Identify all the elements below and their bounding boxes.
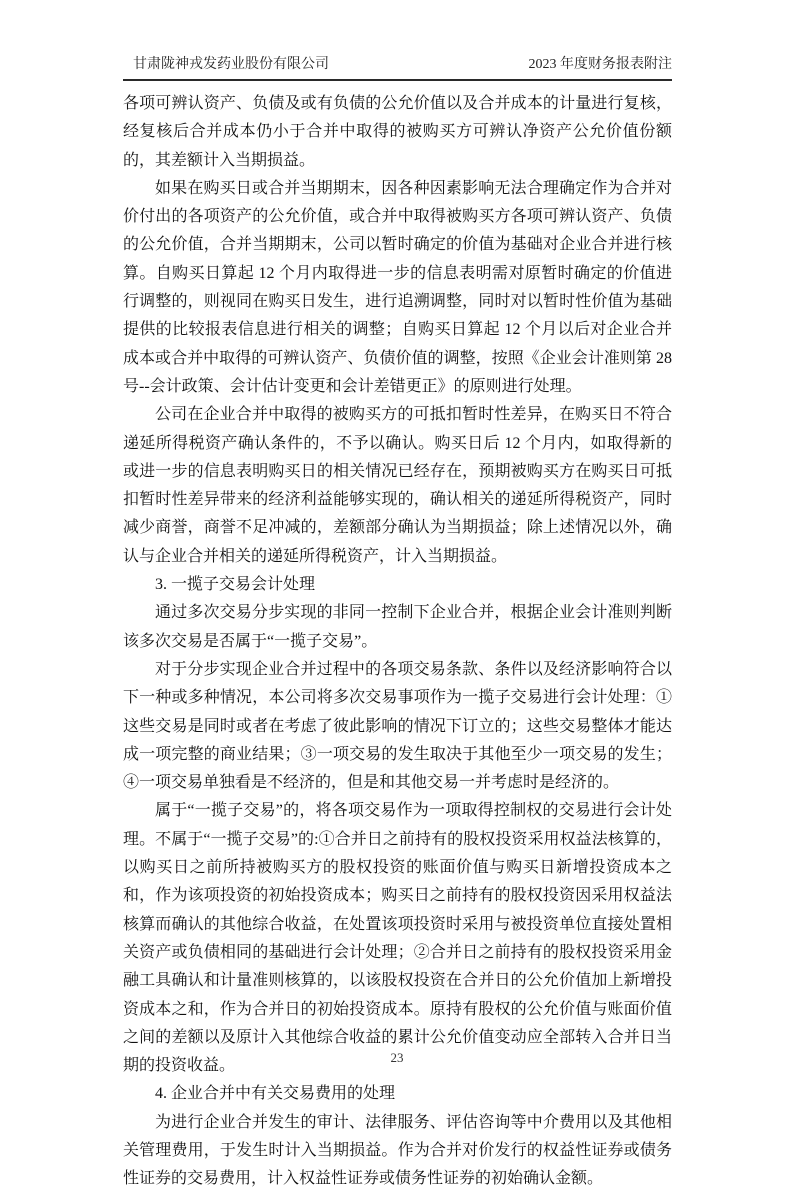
heading-package-deal-accounting: 3. 一揽子交易会计处理 (155, 576, 316, 594)
page-footer (0, 1050, 794, 1066)
paragraph-package-deal-treatment: 属于“一揽子交易”的，将各项交易作为一项取得控制权的交易进行会计处理。不属于“一揽子交易”的:①合并日之前持有的股权投资采用权益法核算的，以购买日之前所持被购买方的股权投资的账面价值与购买日新增投资成本之和，作为该项投资的初始投资成本；购买日之前持有的股权投资因采用权益法核算而确认的其他综合收益，在处置该项投资时采用与被投资单位直接处置相关资产或负债相同的基础进行会计处理；②合并日之前持有的股权投资采用金融工具确认和计量准则核算的，以该股权投资在合并日的公允价值加上新增投资成本之和，作为合并日的初始投资成本。原持有股权的公允价值与账面价值之间的差额以及原计入其他综合收益的累计公允价值变动应全部转入合并日当期的投资收益。 (123, 802, 672, 1075)
header-divider (123, 79, 672, 81)
page-number: 23 (390, 1050, 404, 1065)
paragraph-transaction-costs-treatment: 为进行企业合并发生的审计、法律服务、评估咨询等中介费用以及其他相关管理费用，于发生时计入当期损益。作为合并对价发行的权益性证券或债务性证券的交易费用，计入权益性证券或债务性证券的初始确认金额。 (123, 1113, 672, 1188)
paragraph-goodwill-review-continuation: 各项可辨认资产、负债及或有负债的公允价值以及合并成本的计量进行复核，经复核后合并成本仍小于合并中取得的被购买方可辨认净资产公允价值份额的，其差额计入当期损益。 (123, 95, 672, 169)
paragraph-provisional-value-adjustment: 如果在购买日或合并当期期末，因各种因素影响无法合理确定作为合并对价付出的各项资产的公允价值，或合并中取得被购买方各项可辨认资产、负债的公允价值，合并当期期末，公司以暂时确定的价值为基础对企业合并进行核算。自购买日算起 12 个月内取得进一步的信息表明需对原暂时确定的价值进行调整的，则视同在购买日发生，进行追溯调整，同时对以暂时性价值为基础提供的比较报表信息进行相关的调整；自购买日算起 12 个月以后对企业合并成本或合并中取得的可辨认资产、负债价值的调整，按照《企业会计准则第 28 号--会计政策、会计估计变更和会计差错更正》的原则进行处理。 (123, 179, 672, 395)
paragraph-multiple-transactions-judgment: 通过多次交易分步实现的非同一控制下企业合并，根据企业会计准则判断该多次交易是否属于“一揽子交易”。 (123, 604, 672, 650)
header-doc-title: 2023 年度财务报表附注 (528, 57, 672, 72)
heading-transaction-costs: 4. 企业合并中有关交易费用的处理 (155, 1085, 396, 1103)
paragraph-deferred-tax-differences: 公司在企业合并中取得的被购买方的可抵扣暂时性差异，在购买日不符合递延所得税资产确认条件的，不予以确认。购买日后 12 个月内，如取得新的或进一步的信息表明购买日的相关情况已经存在，预期被购买方在购买日可抵扣暂时性差异带来的经济利益能够实现的，确认相关的递延所得税资产，同时减少商誉，商誉不足冲减的，差额部分确认为当期损益；除上述情况以外，确认与企业合并相关的递延所得税资产，计入当期损益。 (123, 406, 672, 565)
page-header (123, 55, 672, 75)
paragraph-package-deal-criteria: 对于分步实现企业合并过程中的各项交易条款、条件以及经济影响符合以下一种或多种情况，本公司将多次交易事项作为一揽子交易进行会计处理：①这些交易是同时或者在考虑了彼此影响的情况下订立的；这些交易整体才能达成一项完整的商业结果；③一项交易的发生取决于其他至少一项交易的发生；④一项交易单独看是不经济的，但是和其他交易一并考虑时是经济的。 (123, 660, 672, 792)
document-body (123, 90, 672, 1194)
header-company-name: 甘肃陇神戎发药业股份有限公司 (133, 57, 329, 72)
